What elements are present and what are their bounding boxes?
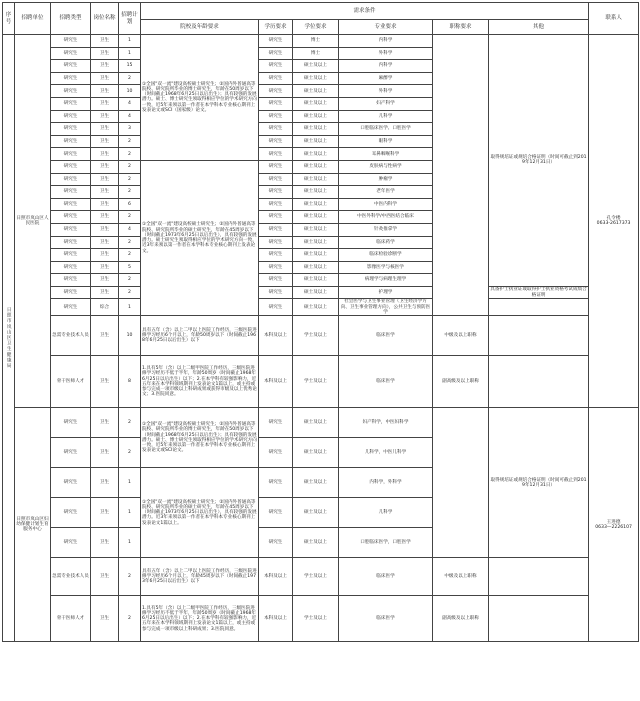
type-cell: 研究生 (51, 286, 91, 299)
major-cell: 社会医学与卫生事业管理（卫生经济学方向、卫生事业管理方向），公共卫生与预防医学 (339, 299, 433, 316)
major-cell: 中医外科学/中西医结合临床 (339, 211, 433, 224)
contact-cell: 孔令楼 0633-2617373 (589, 35, 639, 408)
header-requirements: 需求条件 (141, 3, 589, 20)
edu-cell: 研究生 (259, 60, 293, 73)
type-cell: 研究生 (51, 110, 91, 123)
header-degree: 学位要求 (293, 20, 339, 35)
header-position: 岗位名称 (91, 3, 119, 35)
degree-cell: 硕士及以上 (293, 468, 339, 498)
count-cell: 4 (119, 97, 141, 110)
school-age-cell: 1.具有5年（含）以上二级甲医院工作经历，三级医院进修学习经历不低于半年，年龄50周岁（时间截止1968年6月25日以后出生）以下；2.在本学科有较强影响力，近五年来在本学科领域期刊上发表论文1篇以上，或主持或参与完成一项市级以上科研成果；3.医院同意。 (141, 596, 259, 642)
position-cell: 卫生 (91, 223, 119, 236)
header-title-req: 职称要求 (433, 20, 489, 35)
edu-cell: 研究生 (259, 286, 293, 299)
table-row (3, 596, 639, 642)
title-req-cell (433, 408, 489, 558)
type-cell: 研究生 (51, 35, 91, 48)
type-cell: 研究生 (51, 123, 91, 136)
edu-cell: 研究生 (259, 135, 293, 148)
title-req-cell: 副高级及以上职称 (433, 356, 489, 408)
other-cell (489, 316, 589, 356)
title-req-cell: 副高级及以上职称 (433, 596, 489, 642)
edu-cell: 研究生 (259, 148, 293, 161)
type-cell: 研究生 (51, 47, 91, 60)
edu-cell: 研究生 (259, 198, 293, 211)
count-cell: 4 (119, 110, 141, 123)
other-cell (489, 299, 589, 316)
position-cell: 卫生 (91, 160, 119, 173)
unit-cell: 日照市岚山区人民医院 (15, 35, 51, 408)
other-cell (489, 596, 589, 642)
count-cell: 2 (119, 72, 141, 85)
table-row (3, 408, 639, 438)
count-cell: 1 (119, 299, 141, 316)
degree-cell: 硕士及以上 (293, 110, 339, 123)
count-cell: 1 (119, 528, 141, 558)
position-cell: 卫生 (91, 173, 119, 186)
table-row (3, 316, 639, 356)
edu-cell: 研究生 (259, 438, 293, 468)
major-cell: 针灸推拿学 (339, 223, 433, 236)
count-cell: 2 (119, 160, 141, 173)
other-cell: 具备护士执业证或取得护士执业资格考试成绩合格证明 (490, 287, 587, 298)
position-cell: 卫生 (91, 211, 119, 224)
major-cell: 临床医学 (339, 356, 433, 408)
position-cell: 卫生 (91, 596, 119, 642)
major-cell: 眼科学 (339, 135, 433, 148)
type-cell: 研究生 (51, 408, 91, 438)
degree-cell: 硕士及以上 (293, 223, 339, 236)
major-cell: 耳鼻咽喉科学 (339, 148, 433, 161)
school-age-cell: 具有五年（含）以上二甲以上医院工作经历，三级医院进修学习经历6个月以上，年龄50周岁以下（时间截止1968年6月25日以后出生）以下 (141, 316, 259, 356)
count-cell: 2 (119, 558, 141, 596)
title-req-cell: 中级及以上职称 (433, 316, 489, 356)
major-cell: 中医内科学 (339, 198, 433, 211)
count-cell: 1 (119, 35, 141, 48)
header-edu: 学历要求 (259, 20, 293, 35)
degree-cell: 硕士及以上 (293, 186, 339, 199)
position-cell: 卫生 (91, 72, 119, 85)
position-cell: 卫生 (91, 249, 119, 262)
title-req-cell (433, 35, 489, 316)
edu-cell: 研究生 (259, 47, 293, 60)
contact-cell: 王进德 0633—2226107 (589, 408, 639, 642)
edu-cell: 研究生 (259, 97, 293, 110)
header-contact: 联系人 (589, 3, 639, 35)
count-cell: 1 (119, 498, 141, 528)
school-age-cell: 具有五年（含）以上二甲以上医院工作经历，三级医院进修学习经历6个月以上，年龄45周岁以下（时间截止1973年6月25日以后出生）以下 (141, 558, 259, 596)
type-cell: 研究生 (51, 261, 91, 274)
edu-cell: 研究生 (259, 211, 293, 224)
major-cell: 病理学与病理生理学 (339, 274, 433, 287)
major-cell: 儿科学 (339, 110, 433, 123)
position-cell: 卫生 (91, 408, 119, 438)
edu-cell: 研究生 (259, 274, 293, 287)
edu-cell: 研究生 (259, 299, 293, 316)
degree-cell: 硕士及以上 (293, 160, 339, 173)
degree-cell: 硕士及以上 (293, 528, 339, 558)
degree-cell: 博士 (293, 47, 339, 60)
major-cell: 临床药学 (339, 236, 433, 249)
type-cell: 研究生 (51, 85, 91, 98)
school-age-cell: ①全国"双一流"建设高校硕士研究生；②国内外普通高等院校、研究院所毕业的硕士研究生，年龄在45周岁以下（时间截止1973年6月25日以后出生），具有较强的发展潜力。硕士研究生须取得相应学位的学术研究方向一致，近3年来须以第一作者在本学科本专业核心期刊上发表论文。 (141, 160, 259, 315)
table-body (3, 35, 639, 642)
position-cell: 卫生 (91, 286, 119, 299)
count-cell: 10 (119, 316, 141, 356)
type-cell: 研究生 (51, 72, 91, 85)
major-cell: 口腔临床医学、口腔医学 (339, 123, 433, 136)
degree-cell: 硕士及以上 (293, 123, 339, 136)
edu-cell: 本科及以上 (259, 558, 293, 596)
school-age-cell: ①全国"双一流"建设高校硕士研究生；②国内外普通高等院校、研究院所毕业的博士研究生，年龄在50周岁以下（时间截止1968年6月25日以后出生）；具有较强的发展潜力。硕士、博士研究生须取得相应学位的学术研究方向一致，近5年来须以第一作者在本学科本专业核心期刊上发表论文或SCI论文。 (141, 408, 259, 468)
position-cell: 卫生 (91, 498, 119, 528)
count-cell: 6 (119, 198, 141, 211)
type-cell: 研究生 (51, 299, 91, 316)
recruitment-table (2, 2, 639, 642)
edu-cell: 研究生 (259, 72, 293, 85)
edu-cell: 研究生 (259, 173, 293, 186)
position-cell: 卫生 (91, 274, 119, 287)
edu-cell: 研究生 (259, 160, 293, 173)
type-cell: 研究生 (51, 60, 91, 73)
degree-cell: 硕士及以上 (293, 211, 339, 224)
count-cell: 2 (119, 408, 141, 438)
count-cell: 5 (119, 261, 141, 274)
position-cell: 卫生 (91, 528, 119, 558)
header-seq: 序号 (3, 3, 15, 35)
position-cell: 卫生 (91, 97, 119, 110)
degree-cell: 硕士及以上 (293, 85, 339, 98)
major-cell: 外科学 (339, 85, 433, 98)
major-cell: 麻醉学 (339, 72, 433, 85)
major-cell: 临床医学 (339, 596, 433, 642)
type-cell: 研究生 (51, 97, 91, 110)
edu-cell: 研究生 (259, 110, 293, 123)
header-unit: 招聘单位 (15, 3, 51, 35)
count-cell: 2 (119, 236, 141, 249)
count-cell: 2 (119, 186, 141, 199)
degree-cell: 硕士及以上 (293, 135, 339, 148)
type-cell: 研究生 (51, 135, 91, 148)
edu-cell: 研究生 (259, 408, 293, 438)
school-age-cell: ①全国"双一流"建设高校硕士研究生；②国内外普通高等院校、研究院所毕业的硕士研究生，年龄在45周岁以下（时间截止1973年6月25日以后出生），具有较强的发展潜力。近3年来须以第一作者在本学科本专业核心期刊上发表论文1篇以上。 (141, 468, 259, 558)
position-cell: 卫生 (91, 110, 119, 123)
type-cell: 骨干医师人才 (51, 356, 91, 408)
header-count: 招聘计划 (119, 3, 141, 35)
type-cell: 急需专业技术人员 (51, 558, 91, 596)
position-cell: 卫生 (91, 186, 119, 199)
type-cell: 研究生 (51, 468, 91, 498)
table-row (3, 286, 639, 299)
degree-cell: 硕士及以上 (293, 438, 339, 468)
position-cell: 卫生 (91, 236, 119, 249)
degree-cell: 学士及以上 (293, 596, 339, 642)
edu-cell: 研究生 (259, 35, 293, 48)
major-cell: 内科学，外科学 (339, 468, 433, 498)
position-cell: 卫生 (91, 148, 119, 161)
org-cell: 日照市岚山区卫生健康局 (3, 35, 15, 642)
count-cell: 2 (119, 211, 141, 224)
major-cell: 内科学 (339, 35, 433, 48)
type-cell: 研究生 (51, 498, 91, 528)
degree-cell: 学士及以上 (293, 316, 339, 356)
position-cell: 卫生 (91, 60, 119, 73)
degree-cell: 硕士及以上 (293, 408, 339, 438)
count-cell: 1 (119, 468, 141, 498)
count-cell: 15 (119, 60, 141, 73)
major-cell: 儿科学 (339, 498, 433, 528)
school-age-cell: 1.具有5年（含）以上二级甲医院工作经历，三级医院进修学习经历不低于半年，年龄50周岁（时间截止1968年6月25日以后出生）以下；2.在本学科有较强影响力，近五年来在本学科领域期刊上发表论文1篇以上，或主持或参与完成一项市级以上科研成果或获得市级及以上优秀论文；3.医院同意。 (141, 356, 259, 408)
edu-cell: 本科及以上 (259, 596, 293, 642)
type-cell: 研究生 (51, 528, 91, 558)
type-cell: 研究生 (51, 438, 91, 468)
type-cell: 骨干医师人才 (51, 596, 91, 642)
major-cell: 内科学 (339, 60, 433, 73)
count-cell: 8 (119, 356, 141, 408)
count-cell: 2 (119, 135, 141, 148)
header-school-age: 院校及年龄要求 (141, 20, 259, 35)
position-cell: 卫生 (91, 316, 119, 356)
table-row (3, 558, 639, 596)
major-cell: 护理学 (339, 286, 433, 299)
degree-cell: 硕士及以上 (293, 97, 339, 110)
major-cell: 临床检验诊断学 (339, 249, 433, 262)
header-type: 招聘类型 (51, 3, 91, 35)
count-cell: 2 (119, 286, 141, 299)
position-cell: 卫生 (91, 198, 119, 211)
count-cell: 3 (119, 123, 141, 136)
count-cell: 2 (119, 148, 141, 161)
degree-cell: 硕士及以上 (293, 60, 339, 73)
degree-cell: 硕士及以上 (293, 236, 339, 249)
major-cell: 临床医学 (339, 558, 433, 596)
type-cell: 研究生 (51, 148, 91, 161)
major-cell: 皮肤病与性病学 (339, 160, 433, 173)
major-cell: 老年医学 (339, 186, 433, 199)
edu-cell: 研究生 (259, 498, 293, 528)
degree-cell: 博士 (293, 35, 339, 48)
degree-cell: 硕士及以上 (293, 249, 339, 262)
count-cell: 2 (119, 249, 141, 262)
position-cell: 卫生 (91, 261, 119, 274)
major-cell: 儿科学，中医儿科学 (339, 438, 433, 468)
count-cell: 2 (119, 596, 141, 642)
type-cell: 研究生 (51, 198, 91, 211)
major-cell: 临床医学 (339, 316, 433, 356)
degree-cell: 学士及以上 (293, 558, 339, 596)
position-cell: 卫生 (91, 558, 119, 596)
degree-cell: 硕士及以上 (293, 198, 339, 211)
count-cell: 1 (119, 47, 141, 60)
type-cell: 研究生 (51, 274, 91, 287)
header-major: 专业要求 (339, 20, 433, 35)
type-cell: 研究生 (51, 223, 91, 236)
degree-cell: 学士及以上 (293, 356, 339, 408)
edu-cell: 研究生 (259, 261, 293, 274)
degree-cell: 硕士及以上 (293, 173, 339, 186)
position-cell: 卫生 (91, 438, 119, 468)
edu-cell: 本科及以上 (259, 316, 293, 356)
count-cell: 2 (119, 173, 141, 186)
position-cell: 卫生 (91, 35, 119, 48)
degree-cell: 硕士及以上 (293, 286, 339, 299)
count-cell: 4 (119, 223, 141, 236)
table-row (3, 356, 639, 408)
type-cell: 研究生 (51, 160, 91, 173)
school-age-cell: ①全国"双一流"建设高校硕士研究生；②国内外普通高等院校、研究院所毕业的博士研究生，年龄在50周岁以下（时间截止1968年6月25日以后出生）；具有较强的发展潜力。硕士、博士研究生须取得相应学位的学术研究方向一致，近5年来须以第一作者在本学科本专业核心期刊上发表论文或SCI（国家级）论文。 (141, 35, 259, 161)
other-cell: 取得规培证或规培合格证明（时间可截止到2019年12月31日） (489, 408, 589, 558)
table-row (3, 35, 639, 48)
type-cell: 急需专业技术人员 (51, 316, 91, 356)
other-cell: 取得规培证或规培合格证明（时间可截止到2019年12月31日） (489, 35, 589, 287)
type-cell: 研究生 (51, 211, 91, 224)
degree-cell: 硕士及以上 (293, 299, 339, 316)
edu-cell: 研究生 (259, 223, 293, 236)
major-cell: 影像医学与核医学 (339, 261, 433, 274)
degree-cell: 硕士及以上 (293, 261, 339, 274)
edu-cell: 研究生 (259, 123, 293, 136)
count-cell: 2 (119, 438, 141, 468)
count-cell: 2 (119, 274, 141, 287)
position-cell: 卫生 (91, 123, 119, 136)
major-cell: 口腔临床医学，口腔医学 (339, 528, 433, 558)
edu-cell: 研究生 (259, 249, 293, 262)
other-cell (489, 558, 589, 596)
edu-cell: 研究生 (259, 528, 293, 558)
table-row (3, 299, 639, 316)
type-cell: 研究生 (51, 173, 91, 186)
other-cell (489, 356, 589, 408)
major-cell: 妇产科学 (339, 97, 433, 110)
position-cell: 卫生 (91, 356, 119, 408)
position-cell: 卫生 (91, 85, 119, 98)
edu-cell: 本科及以上 (259, 356, 293, 408)
position-cell: 卫生 (91, 47, 119, 60)
edu-cell: 研究生 (259, 236, 293, 249)
major-cell: 外科学 (339, 47, 433, 60)
type-cell: 研究生 (51, 249, 91, 262)
edu-cell: 研究生 (259, 186, 293, 199)
major-cell: 肿瘤学 (339, 173, 433, 186)
title-req-cell: 中级及以上职称 (433, 558, 489, 596)
position-cell: 卫生 (91, 135, 119, 148)
degree-cell: 硕士及以上 (293, 72, 339, 85)
position-cell: 综合 (91, 299, 119, 316)
edu-cell: 研究生 (259, 85, 293, 98)
unit-cell: 日照市岚山区妇幼保健计划生育服务中心 (15, 408, 51, 642)
count-cell: 10 (119, 85, 141, 98)
edu-cell: 研究生 (259, 468, 293, 498)
major-cell: 妇产科学，中医妇科学 (339, 408, 433, 438)
type-cell: 研究生 (51, 236, 91, 249)
type-cell: 研究生 (51, 186, 91, 199)
degree-cell: 硕士及以上 (293, 498, 339, 528)
degree-cell: 硕士及以上 (293, 148, 339, 161)
position-cell: 卫生 (91, 468, 119, 498)
degree-cell: 硕士及以上 (293, 274, 339, 287)
header-other: 其他 (489, 20, 589, 35)
